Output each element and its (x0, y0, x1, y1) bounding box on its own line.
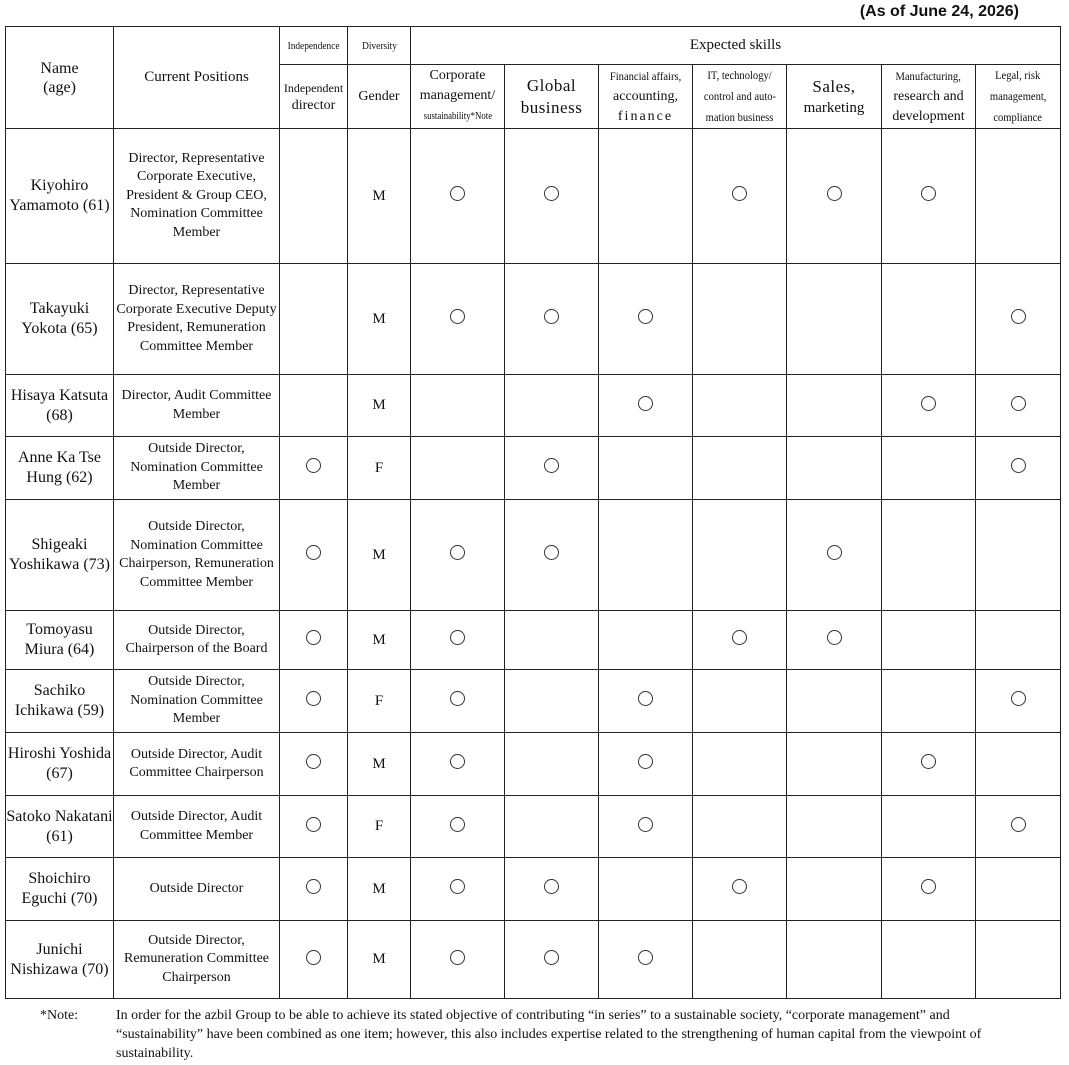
skill-cell-5 (882, 796, 976, 858)
director-name: Tomoyasu Miura (64) (6, 611, 114, 670)
header-skill-corporate (411, 65, 505, 129)
skill-cell-6 (976, 611, 1061, 670)
skill-1-line2: business (520, 97, 583, 117)
skill-cell-2 (599, 375, 693, 437)
skill-cell-5 (882, 375, 976, 437)
check-circle-icon (827, 186, 842, 201)
header-independent-line2: director (291, 97, 336, 113)
skill-cell-3 (693, 733, 787, 796)
skill-cell-5 (882, 129, 976, 264)
skill-2-line1: Financial affairs, (609, 69, 682, 83)
director-name: Shoichiro Eguchi (70) (6, 858, 114, 921)
gender-cell: M (348, 733, 411, 796)
skill-3-line3: mation business (705, 110, 774, 124)
header-skill-it (693, 65, 787, 129)
skill-cell-3 (693, 375, 787, 437)
skill-cell-4 (787, 500, 882, 611)
director-name: Hiroshi Yoshida (67) (6, 733, 114, 796)
header-gender: Gender (348, 65, 411, 129)
check-circle-icon (544, 309, 559, 324)
director-position: Director, Representative Corporate Executive, President & Group CEO, Nomination Committee Member (114, 129, 280, 264)
table-row (6, 500, 1061, 611)
gender-cell: F (348, 670, 411, 733)
skill-cell-6 (976, 375, 1061, 437)
skill-cell-3 (693, 437, 787, 500)
gender-cell: M (348, 375, 411, 437)
check-circle-icon (306, 879, 321, 894)
director-name: Hisaya Katsuta (68) (6, 375, 114, 437)
header-independence (280, 27, 348, 65)
header-diversity-label: Diversity (361, 39, 397, 52)
skill-cell-5 (882, 733, 976, 796)
check-circle-icon (306, 691, 321, 706)
skill-cell-3 (693, 921, 787, 999)
header-skill-manufacturing (882, 65, 976, 129)
gender-cell: M (348, 611, 411, 670)
skill-cell-0 (411, 796, 505, 858)
director-name: Takayuki Yokota (65) (6, 264, 114, 375)
skill-cell-2 (599, 264, 693, 375)
independent-cell (280, 611, 348, 670)
check-circle-icon (450, 691, 465, 706)
director-name: Shigeaki Yoshikawa (73) (6, 500, 114, 611)
header-name (6, 27, 114, 129)
director-position: Director, Representative Corporate Executive Deputy President, Remuneration Committee Member (114, 264, 280, 375)
gender-cell: M (348, 129, 411, 264)
skill-5-line2: research and (893, 89, 964, 104)
gender-cell: M (348, 500, 411, 611)
check-circle-icon (638, 950, 653, 965)
director-name: Kiyohiro Yamamoto (61) (6, 129, 114, 264)
skill-6-line3: compliance (993, 110, 1043, 124)
skill-cell-0 (411, 129, 505, 264)
skill-cell-5 (882, 858, 976, 921)
header-diversity (348, 27, 411, 65)
gender-cell: M (348, 921, 411, 999)
gender-cell: F (348, 796, 411, 858)
check-circle-icon (732, 630, 747, 645)
check-circle-icon (1011, 458, 1026, 473)
check-circle-icon (450, 754, 465, 769)
skill-cell-2 (599, 500, 693, 611)
table-row (6, 129, 1061, 264)
skill-cell-0 (411, 670, 505, 733)
skill-cell-3 (693, 670, 787, 733)
independent-cell (280, 264, 348, 375)
director-position: Director, Audit Committee Member (114, 375, 280, 437)
skill-5-line3: development (892, 109, 965, 124)
skill-cell-6 (976, 500, 1061, 611)
check-circle-icon (544, 545, 559, 560)
check-circle-icon (450, 309, 465, 324)
skill-6-line2: management, (989, 89, 1047, 103)
skill-0-line3: sustainability*Note (423, 111, 492, 122)
skill-0-line2: management/ (419, 88, 496, 103)
check-circle-icon (638, 817, 653, 832)
skill-cell-6 (976, 670, 1061, 733)
gender-cell: M (348, 858, 411, 921)
skill-cell-4 (787, 129, 882, 264)
skill-cell-0 (411, 733, 505, 796)
table-row (6, 858, 1061, 921)
check-circle-icon (827, 630, 842, 645)
director-position: Outside Director, Nomination Committee Chairperson, Remuneration Committee Member (114, 500, 280, 611)
skill-4-line2: marketing (803, 99, 865, 116)
director-position: Outside Director, Chairperson of the Board (114, 611, 280, 670)
director-name: Anne Ka Tse Hung (62) (6, 437, 114, 500)
check-circle-icon (638, 396, 653, 411)
skill-cell-5 (882, 611, 976, 670)
skill-cell-3 (693, 796, 787, 858)
skill-cell-6 (976, 858, 1061, 921)
independent-cell (280, 858, 348, 921)
skill-cell-3 (693, 129, 787, 264)
skill-cell-0 (411, 858, 505, 921)
skill-cell-6 (976, 921, 1061, 999)
skill-cell-4 (787, 858, 882, 921)
header-positions: Current Positions (114, 27, 280, 129)
check-circle-icon (306, 630, 321, 645)
header-independent-line1: Independent (283, 80, 344, 95)
table-row (6, 264, 1061, 375)
skill-cell-1 (505, 611, 599, 670)
skill-cell-0 (411, 437, 505, 500)
director-position: Outside Director, Audit Committee Member (114, 796, 280, 858)
check-circle-icon (306, 950, 321, 965)
footnote-text: In order for the azbil Group to be able to achieve its stated objective of contributing “in series” to a sustainable society, “corporate management” and “sustainability” have been combined as one item; however, this also includes expertise related to the strengthening of human capital from the viewpoint of sustainability. (116, 1008, 982, 1061)
skill-2-line2: accounting, (613, 89, 678, 104)
skill-cell-0 (411, 375, 505, 437)
director-position: Outside Director, Remuneration Committee Chairperson (114, 921, 280, 999)
gender-cell: M (348, 264, 411, 375)
table-row (6, 375, 1061, 437)
as-of-date: (As of June 24, 2026) (859, 3, 1019, 20)
check-circle-icon (1011, 309, 1026, 324)
check-circle-icon (1011, 817, 1026, 832)
independent-cell (280, 375, 348, 437)
skill-cell-2 (599, 670, 693, 733)
check-circle-icon (306, 754, 321, 769)
skill-cell-0 (411, 921, 505, 999)
header-name-line1: Name (40, 59, 79, 77)
skill-cell-6 (976, 129, 1061, 264)
check-circle-icon (544, 186, 559, 201)
header-name-line2: (age) (43, 78, 76, 96)
skill-cell-1 (505, 858, 599, 921)
director-position: Outside Director (114, 858, 280, 921)
check-circle-icon (921, 186, 936, 201)
skill-cell-4 (787, 921, 882, 999)
skill-cell-6 (976, 437, 1061, 500)
skill-cell-4 (787, 796, 882, 858)
director-position: Outside Director, Nomination Committee Member (114, 437, 280, 500)
check-circle-icon (450, 630, 465, 645)
check-circle-icon (921, 754, 936, 769)
skill-1-line1: Global (526, 75, 577, 95)
skill-cell-2 (599, 796, 693, 858)
table-row (6, 437, 1061, 500)
header-skill-sales (787, 65, 882, 129)
table-row (6, 921, 1061, 999)
check-circle-icon (544, 458, 559, 473)
skill-cell-2 (599, 437, 693, 500)
check-circle-icon (921, 396, 936, 411)
check-circle-icon (450, 817, 465, 832)
skill-cell-3 (693, 858, 787, 921)
check-circle-icon (1011, 691, 1026, 706)
check-circle-icon (544, 879, 559, 894)
check-circle-icon (638, 691, 653, 706)
directors-table-body (6, 129, 1061, 999)
director-position: Outside Director, Nomination Committee Member (114, 670, 280, 733)
header-skill-legal (976, 65, 1061, 129)
independent-cell (280, 670, 348, 733)
skill-cell-2 (599, 733, 693, 796)
check-circle-icon (732, 186, 747, 201)
table-row (6, 611, 1061, 670)
skill-cell-1 (505, 500, 599, 611)
skill-cell-4 (787, 375, 882, 437)
skill-cell-1 (505, 921, 599, 999)
skill-2-line3: finance (617, 109, 674, 124)
skill-4-line1: Sales, (812, 76, 856, 96)
check-circle-icon (450, 879, 465, 894)
skill-cell-5 (882, 921, 976, 999)
skill-cell-6 (976, 733, 1061, 796)
skill-cell-2 (599, 129, 693, 264)
check-circle-icon (306, 545, 321, 560)
check-circle-icon (306, 458, 321, 473)
skill-cell-5 (882, 670, 976, 733)
board-skills-matrix (5, 26, 1061, 999)
skill-3-line2: control and auto- (703, 89, 776, 103)
skill-cell-1 (505, 437, 599, 500)
check-circle-icon (827, 545, 842, 560)
skill-cell-2 (599, 611, 693, 670)
skill-cell-3 (693, 500, 787, 611)
check-circle-icon (450, 545, 465, 560)
skill-cell-1 (505, 129, 599, 264)
check-circle-icon (544, 950, 559, 965)
table-row (6, 796, 1061, 858)
gender-cell: F (348, 437, 411, 500)
skill-cell-4 (787, 264, 882, 375)
header-independence-label: Independence (287, 39, 340, 52)
director-name: Satoko Nakatani (61) (6, 796, 114, 858)
skill-cell-2 (599, 858, 693, 921)
skill-cell-4 (787, 437, 882, 500)
skill-cell-4 (787, 611, 882, 670)
skill-cell-1 (505, 375, 599, 437)
check-circle-icon (450, 186, 465, 201)
skill-cell-1 (505, 264, 599, 375)
check-circle-icon (450, 950, 465, 965)
independent-cell (280, 500, 348, 611)
skill-cell-3 (693, 611, 787, 670)
skill-5-line1: Manufacturing, (895, 69, 962, 83)
independent-cell (280, 733, 348, 796)
skill-cell-5 (882, 500, 976, 611)
skill-cell-5 (882, 264, 976, 375)
skill-cell-2 (599, 921, 693, 999)
check-circle-icon (732, 879, 747, 894)
director-name: Junichi Nishizawa (70) (6, 921, 114, 999)
skill-cell-0 (411, 500, 505, 611)
table-row (6, 670, 1061, 733)
skill-6-line1: Legal, risk (995, 68, 1041, 82)
skill-cell-4 (787, 670, 882, 733)
check-circle-icon (1011, 396, 1026, 411)
skill-3-line1: IT, technology/ (707, 68, 772, 82)
skill-cell-3 (693, 264, 787, 375)
footnote-label: *Note: (40, 1008, 79, 1023)
skill-cell-6 (976, 264, 1061, 375)
skill-cell-0 (411, 611, 505, 670)
header-independent-director (280, 65, 348, 129)
skill-cell-0 (411, 264, 505, 375)
skill-cell-1 (505, 733, 599, 796)
independent-cell (280, 796, 348, 858)
table-row (6, 733, 1061, 796)
header-skill-finance (599, 65, 693, 129)
skill-cell-5 (882, 437, 976, 500)
check-circle-icon (638, 309, 653, 324)
skill-cell-4 (787, 733, 882, 796)
check-circle-icon (306, 817, 321, 832)
independent-cell (280, 129, 348, 264)
skill-cell-1 (505, 670, 599, 733)
independent-cell (280, 437, 348, 500)
director-name: Sachiko Ichikawa (59) (6, 670, 114, 733)
director-position: Outside Director, Audit Committee Chairperson (114, 733, 280, 796)
independent-cell (280, 921, 348, 999)
header-skill-global (505, 65, 599, 129)
header-expected-skills: Expected skills (411, 27, 1061, 65)
check-circle-icon (638, 754, 653, 769)
skill-0-line1: Corporate (429, 68, 486, 83)
check-circle-icon (921, 879, 936, 894)
skill-cell-1 (505, 796, 599, 858)
skill-cell-6 (976, 796, 1061, 858)
